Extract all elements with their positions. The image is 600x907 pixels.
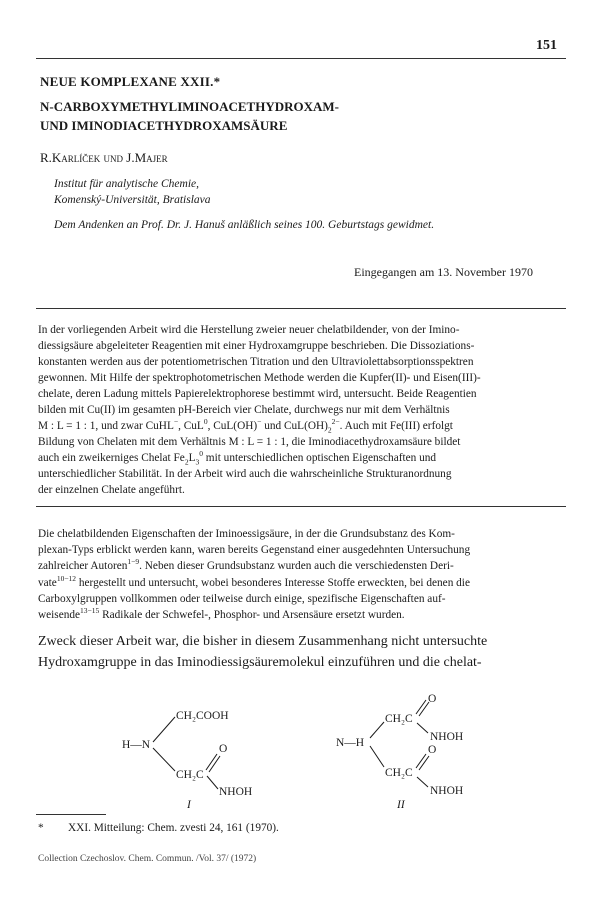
body-line: Hydroxamgruppe in das Iminodiessigsäuremolekul einzuführen und die chelat- <box>38 655 482 670</box>
header-rule <box>36 58 566 59</box>
structure-I-nhoh: NHOH <box>219 786 253 798</box>
chemical-structures <box>0 690 600 815</box>
structure-I <box>122 710 252 811</box>
abstract-line: auch ein zweikerniges Chelat $Fe_2L_3^0$ mit unterschiedlichen optischen Eigenschaften und <box>38 449 437 467</box>
article-title-series: NEUE KOMPLEXANE XXII.* <box>40 74 221 89</box>
abstract-line: gewonnen. Mit Hilfe der spektrophotometrischen Methode werden die Kupfer(II)- und Eisen(III)- <box>38 372 481 384</box>
structure-II-nhoh-top: NHOH <box>430 731 464 743</box>
footnote-rule <box>36 814 106 815</box>
body-line: Carboxylgruppen vollkommen oder teilweise durch einige, spezifische Eigenschaften auf- <box>38 592 446 605</box>
body-line: plexan-Typs erblickt werden kann, waren bereits Gegenstand einer ausgedehnten Untersuchung <box>38 544 471 557</box>
structure-I-label: I <box>187 799 191 811</box>
abstract-line: M : L = 1 : 1, und zwar CuHL−, CuL$^0$, CuL(OH)− und $CuL(OH)_2^{2-}$. Auch mit Fe(III) erfolgt <box>38 417 453 435</box>
body-line: Die chelatbildenden Eigenschaften der Iminoessigsäure, in der die Grundsubstanz des Kom- <box>38 528 455 540</box>
article-title <box>40 97 560 135</box>
affiliation-line: Komenský-Universität, Bratislava <box>54 194 211 206</box>
authors: R.Karlíček und J.Majer <box>40 150 168 165</box>
journal-footer: Collection Czechoslov. Chem. Commun. /Vol. 37/ (1972) <box>38 854 257 864</box>
structure-II-oxygen-top: O <box>428 693 437 705</box>
abstract-bottom-rule <box>36 506 566 507</box>
abstract-line: bilden mit Cu(II) im gesamten pH-Bereich vier Chelate, durchwegs nur mit dem Verhältnis <box>38 404 450 416</box>
structure-II-oxygen-bottom: O <box>428 744 437 756</box>
structure-II-nhoh-bottom: NHOH <box>430 785 464 797</box>
structure-II-label: II <box>397 799 405 811</box>
abstract-top-rule <box>36 308 566 309</box>
body-paragraph-1 <box>38 526 562 623</box>
structure-I-bottom-group: CH₂C <box>176 769 204 781</box>
footnote <box>38 822 279 834</box>
body-line: zahlreicher Autoren$^{1-9}$. Neben dieser Grundsubstanz wurden auch die verschiedensten Deri- <box>38 557 454 573</box>
body-line: Zweck dieser Arbeit war, die bisher in diesem Zusammenhang nicht untersuchte <box>38 634 488 649</box>
abstract-line: unterschiedlicher Stabilität. In der Arbeit wird auch die wahrscheinliche Strukturanordnung <box>38 468 452 480</box>
body-paragraph-2 <box>38 631 562 673</box>
abstract-line: diessigsäure abgeleiteter Reagentien mit einer Hydroxamgruppe beschrieben. Die Dissoziations- <box>38 340 475 352</box>
abstract-line: konstanten werden aus der potentiometrischen Titration und den Ultraviolettabsorptionsspektren <box>38 356 474 368</box>
body-line: weisende$^{13-15}$ Radikale der Schwefel-, Phosphor- und Arsensäure ersetzt wurden. <box>38 606 405 622</box>
structure-II <box>336 693 463 811</box>
abstract-line: der einzelnen Chelate angeführt. <box>38 484 185 496</box>
abstract-line: Bildung von Chelaten mit dem Verhältnis M : L = 1 : 1, die Iminodiacethydroxamsäure bildet <box>38 436 461 448</box>
structure-II-n-atom: N—H <box>336 737 365 749</box>
abstract-line: In der vorliegenden Arbeit wird die Herstellung zweier neuer chelatbildender, von der Imino- <box>38 324 460 336</box>
structure-II-top-group: CH₂C <box>385 713 413 725</box>
article-title-line: UND IMINODIACETHYDROXAMSÄURE <box>40 118 288 133</box>
affiliation <box>54 176 211 208</box>
body-line: vate$^{10-12}$ hergestellt und untersucht, wobei besonderes Interesse Stoffe erweckten, bei denen die <box>38 573 470 589</box>
article-title-line: N-CARBOXYMETHYLIMINOACETHYDROXAM- <box>40 99 339 114</box>
footnote-text: XXI. Mitteilung: Chem. zvesti 24, 161 (1970). <box>68 822 279 834</box>
structure-II-bottom-group: CH₂C <box>385 767 413 779</box>
structure-I-top-group: CH₂COOH <box>176 710 229 722</box>
structure-I-n-atom: H—N <box>122 739 151 751</box>
dedication: Dem Andenken an Prof. Dr. J. Hanuš anläßlich seines 100. Geburtstags gewidmet. <box>54 219 435 231</box>
structure-I-oxygen: O <box>219 743 228 755</box>
received-date: Eingegangen am 13. November 1970 <box>354 265 533 279</box>
footnote-mark: * <box>38 822 44 834</box>
page-number: 151 <box>536 38 557 53</box>
affiliation-line: Institut für analytische Chemie, <box>54 178 200 190</box>
abstract-line: chelate, deren Ladung mittels Papierelektrophorese bestimmt wird, untersucht. Beide Reagentien <box>38 388 477 400</box>
abstract <box>38 322 562 498</box>
